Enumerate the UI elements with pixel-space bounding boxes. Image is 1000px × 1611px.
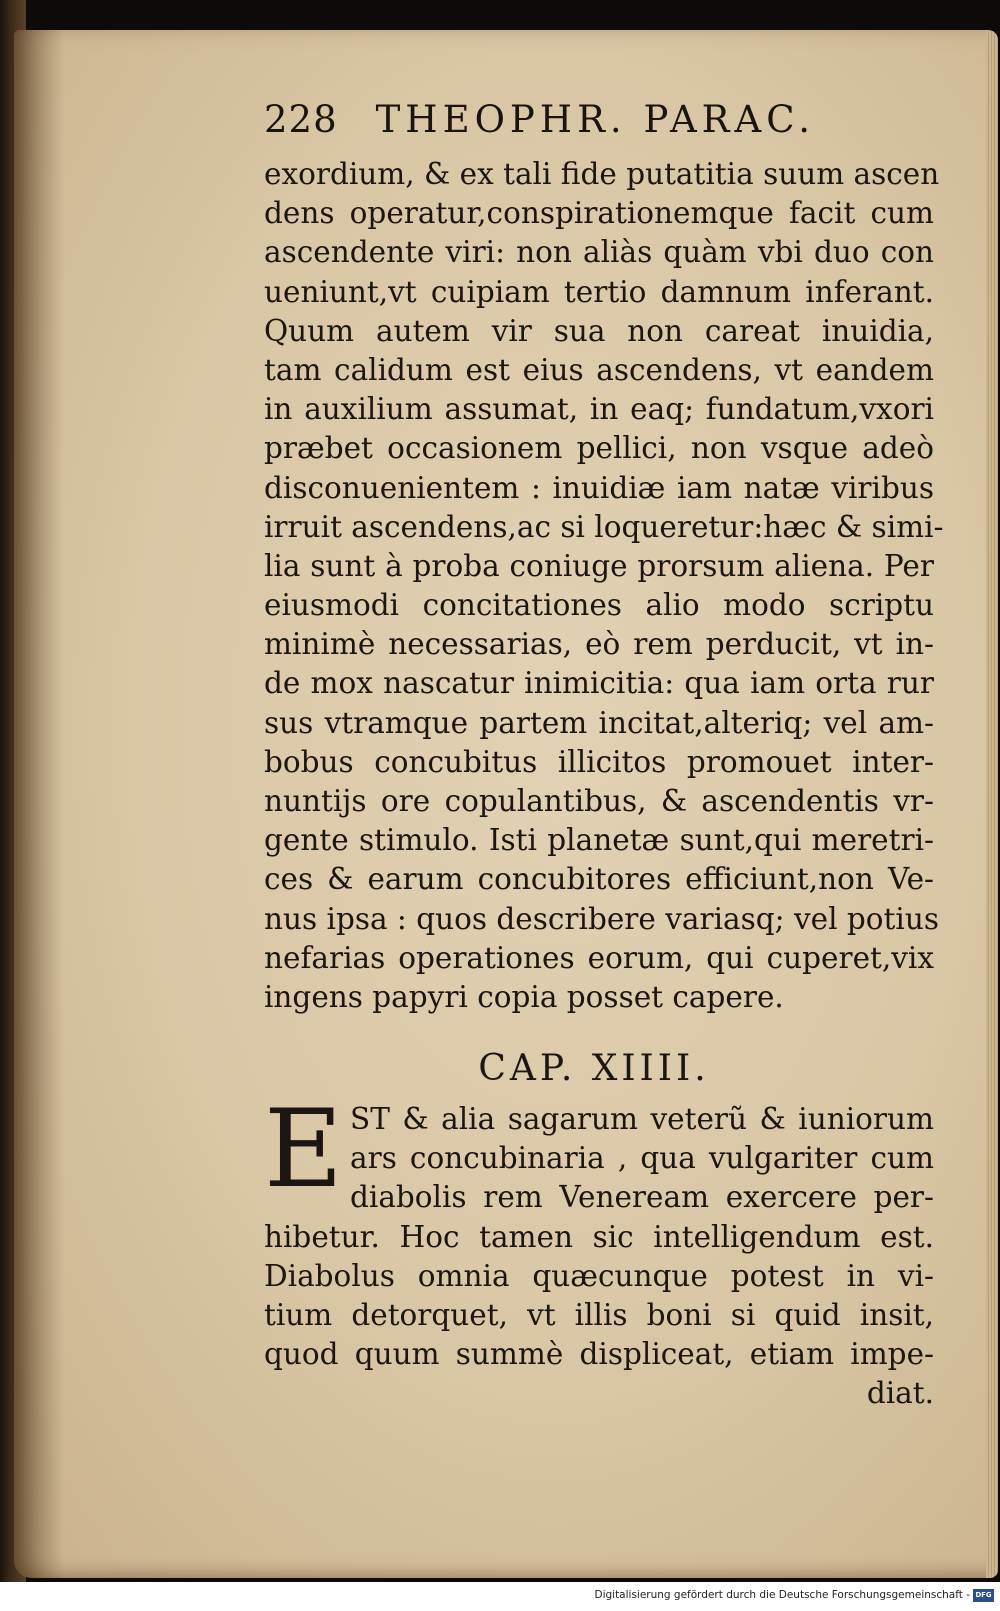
text-line: eiusmodi concitationes alio modo scriptu	[264, 588, 934, 623]
text-line: Diabolus omnia quæcunque potest in vi-	[264, 1258, 934, 1293]
text-line: de mox nascatur inimicitia: qua iam orta rur	[264, 666, 934, 701]
text-line: dens operatur,conspirationemque facit cum	[264, 196, 934, 231]
text-line: irruit ascendens,ac si loqueretur:hæc & simi-	[264, 509, 944, 544]
binding-shadow	[14, 30, 64, 1578]
text-line: quod quum summè displiceat, etiam impe-	[264, 1337, 934, 1372]
text-line: ueniunt,vt cuipiam tertio damnum inferant.	[264, 274, 934, 309]
text-line: diat.	[866, 1376, 934, 1411]
drop-cap-initial: E	[264, 1087, 343, 1212]
text-line: Quum autem vir sua non careat inuidia,	[264, 313, 934, 348]
text-line: exordium, & ex tali fide putatitia suum ascen	[264, 157, 940, 191]
text-line: lia sunt à proba coniuge prorsum aliena. Per	[264, 548, 934, 583]
text-line: sus vtramque partem incitat,alteriq; vel am-	[264, 705, 934, 740]
running-title: THEOPHR. PARAC.	[375, 98, 816, 141]
funding-credit: Digitalisierung gefördert durch die Deutsche Forschungsgemeinschaft -	[594, 1589, 970, 1601]
text-line: tam calidum est eius ascendens, vt eandem	[264, 352, 934, 387]
text-line: nus ipsa : quos describere variasq; vel potius	[264, 901, 939, 936]
dfg-logo: DFG	[973, 1589, 994, 1602]
page-edges	[986, 30, 998, 1578]
text-line: nuntijs ore copulantibus, & ascendentis vr-	[264, 784, 934, 818]
text-line: tium detorquet, vt illis boni si quid insit,	[264, 1297, 934, 1332]
text-line: in auxilium assumat, in eaq; fundatum,vxori	[264, 392, 934, 427]
chapter-heading: CAP. XIIII.	[478, 1048, 710, 1089]
text-line: hibetur. Hoc tamen sic intelligendum est.	[264, 1219, 934, 1254]
text-line: præbet occasionem pellici, non vsque adeò	[264, 431, 934, 466]
text-line: diabolis rem Veneream exercere per-	[350, 1180, 934, 1215]
text-line: ascendente viri: non aliàs quàm vbi duo con	[264, 235, 934, 270]
text-line: ces & earum concubitores efficiunt,non Ve-	[264, 862, 934, 897]
text-line: ingens papyri copia posset capere.	[264, 979, 784, 1014]
running-header	[264, 98, 864, 141]
chapter-text	[264, 1087, 934, 1414]
text-line: disconuenientem : inuidiæ iam natæ viribus	[264, 470, 934, 505]
footer-bar	[0, 1582, 1000, 1611]
text-line: bobus concubitus illicitos promouet inter-	[264, 744, 934, 779]
text-line: ST & alia sagarum veterũ & iuniorum	[350, 1102, 934, 1136]
body-text	[264, 155, 944, 1017]
text-line: minimè necessarias, eò rem perducit, vt in-	[264, 627, 934, 662]
text-line: gente stimulo. Isti planetæ sunt,qui meretri-	[264, 823, 934, 858]
page-number: 228	[264, 98, 338, 141]
text-line: ars concubinaria , qua vulgariter cum	[350, 1141, 934, 1176]
text-line: nefarias operationes eorum, qui cuperet,vix	[264, 940, 934, 975]
